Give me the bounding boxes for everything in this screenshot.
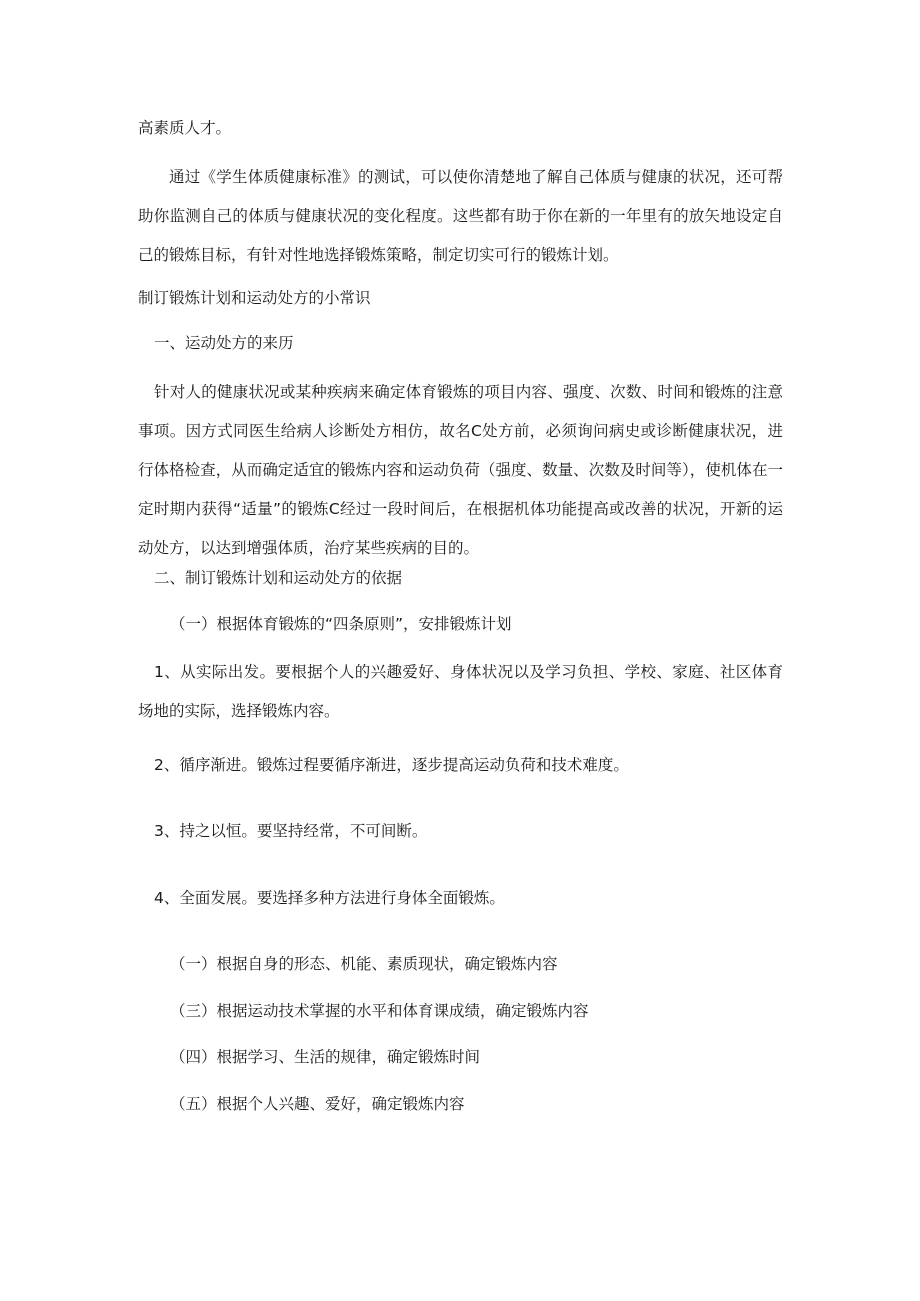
principle-item: 2、循序渐进。锻炼过程要循序渐进，逐步提高运动负荷和技术难度。 [154,756,629,774]
section1-paragraph: 针对人的健康状况或某种疾病来确定体育锻炼的项目内容、强度、次数、时间和锻炼的注意事项。因方式同医生给病人诊断处方相仿，故名C处方前，必须询问病史或诊断健康状况，进行体格检查，从而确定适宜的锻炼内容和运动负荷（强度、数量、次数及时间等），使机体在一定时期内获得“适量”的锻炼C经过一段时间后，在根据机体功能提高或改善的状况，开新的运动处方，以达到增强体质，治疗某些疾病的目的。 [138,383,783,557]
section1-heading: 一、运动处方的来历 [154,334,294,352]
principle-item: 1、从实际出发。要根据个人的兴趣爱好、身体状况以及学习负担、学校、家庭、社区体育场地的实际，选择锻炼内容。 [138,663,783,720]
continuation-text: 高素质人才。 [138,119,232,137]
subsection-heading: （一）根据自身的形态、机能、素质现状，确定锻炼内容 [170,955,558,973]
document-title: 制订锻炼计划和运动处方的小常识 [138,289,371,307]
principle-item: 3、持之以恒。要坚持经常，不可间断。 [154,822,428,840]
subsection-heading: （四）根据学习、生活的规律，确定锻炼时间 [170,1048,481,1066]
subsection-heading: （五）根据个人兴趣、爱好，确定锻炼内容 [170,1095,465,1113]
subsection-heading: （三）根据运动技术掌握的水平和体育课成绩，确定锻炼内容 [170,1002,589,1020]
intro-paragraph: 通过《学生体质健康标准》的测试，可以使你清楚地了解自己体质与健康的状况，还可帮助你监测自己的体质与健康状况的变化程度。这些都有助于你在新的一年里有的放矢地设定自己的锻炼目标，有针对性地选择锻炼策略，制定切实可行的锻炼计划。 [138,168,783,264]
section2-heading: 二、制订锻炼计划和运动处方的依据 [154,569,403,587]
principle-item: 4、全面发展。要选择多种方法进行身体全面锻炼。 [154,889,505,907]
subsection1-heading: （一）根据体育锻炼的“四条原则”，安排锻炼计划 [170,615,512,633]
